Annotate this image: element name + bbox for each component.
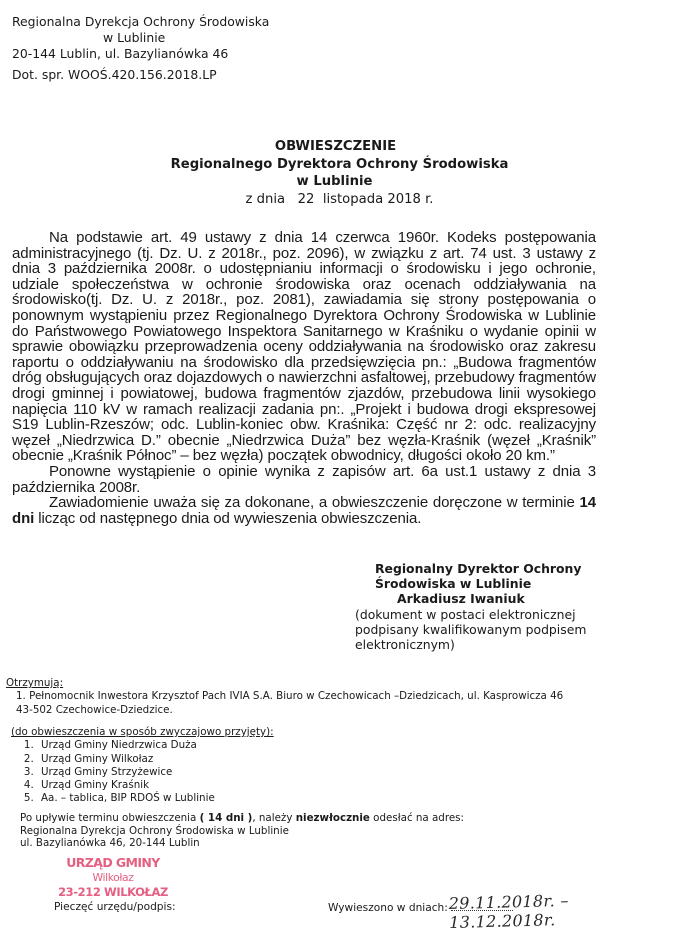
posting-list-item: 3. Urząd Gminy Strzyżewice <box>37 766 274 779</box>
posting-list-item: 4. Urząd Gminy Kraśnik <box>37 779 274 792</box>
stamp-line-1: URZĄD GMINY <box>66 855 160 870</box>
return-address-street: ul. Bazylianówka 46, 20-144 Lublin <box>20 837 200 850</box>
posted-label-text: Wywieszono w dniach: <box>328 902 448 914</box>
posting-heading: (do obwieszczenia w sposób zwyczajowo przyjęty): <box>11 726 274 738</box>
stamp-line-2: Wilkołaz <box>92 870 134 884</box>
document-title-block <box>0 138 679 208</box>
sender-address: 20-144 Lublin, ul. Bazylianówka 46 <box>12 46 229 61</box>
document-date: z dnia 22 listopada 2018 r. <box>245 191 434 207</box>
notice-text: Po upływie terminu obwieszczenia <box>20 812 200 824</box>
document-issuer: Regionalnego Dyrektora Ochrony Środowiska <box>170 156 509 172</box>
paragraph-3-text-end: licząc od następnego dnia od wywieszenia obwieszczenia. <box>34 509 422 527</box>
sender-org-name: Regionalna Dyrekcja Ochrony Środowiska <box>12 14 270 29</box>
notice-text-end: odesłać na adres: <box>369 812 465 824</box>
notice-urgency: niezwłocznie <box>295 812 370 824</box>
signatory-office: Środowiska w Lublinie <box>375 576 532 592</box>
signature-note-1: (dokument w postaci elektronicznej <box>355 606 576 622</box>
office-stamp <box>58 856 168 900</box>
sender-org-city: w Lublinie <box>103 30 166 45</box>
stamp-line-3: 23-212 WILKOŁAZ <box>58 885 168 899</box>
notice-deadline: ( 14 dni ) <box>199 812 253 824</box>
document-issuer-city: w Lublinie <box>296 174 373 189</box>
posting-list-item: 5. Aa. – tablica, BIP RDOŚ w Lublinie <box>37 792 274 805</box>
recipient-item: 1. Pełnomocnik Inwestora Krzysztof Pach IVIA S.A. Biuro w Czechowicach –Dziedzicach, ul. Kasprowicza 46 <box>16 690 564 703</box>
signatory-name: Arkadiusz Iwaniuk <box>397 591 525 607</box>
paragraph-3-text: Zawiadomienie uważa się za dokonane, a obwieszczenie doręczone w terminie <box>49 494 580 512</box>
notice-text-mid: , należy <box>252 812 296 824</box>
recipients-heading: Otrzymują: <box>6 677 64 689</box>
document-body <box>12 230 596 526</box>
body-paragraph-3 <box>12 495 596 526</box>
case-reference: Dot. spr. WOOŚ.420.156.2018.LP <box>12 67 217 82</box>
signature-note-3: elektronicznym) <box>355 637 455 653</box>
recipients-section <box>6 677 563 717</box>
posting-section <box>11 726 274 806</box>
recipient-item-address: 43-502 Czechowice-Dziedzice. <box>16 703 173 716</box>
signature-block <box>355 561 586 652</box>
return-notice <box>20 812 464 850</box>
posting-list-item: 1. Urząd Gminy Niedrzwica Duża <box>37 739 274 752</box>
return-instruction <box>20 812 464 825</box>
deadline-emphasis: 14 dni <box>12 494 596 527</box>
signature-note-2: podpisany kwalifikowanym podpisem <box>355 621 587 637</box>
document-title: OBWIESZCZENIE <box>274 139 397 154</box>
body-paragraph-2: Ponowne wystąpienie o opinie wynika z zapisów art. 6a ust.1 ustawy z dnia 3 października 2008r. <box>12 462 596 496</box>
signatory-title: Regionalny Dyrektor Ochrony <box>375 561 582 576</box>
posting-list-item: 2. Urząd Gminy Wilkołaz <box>37 753 274 766</box>
posting-list <box>11 739 274 805</box>
stamp-signature-label: Pieczęć urzędu/podpis: <box>54 901 176 913</box>
body-paragraph-1: Na podstawie art. 49 ustawy z dnia 14 czerwca 1960r. Kodeks postępowania administracyjnego (tj. Dz. U. z 2018r., poz. 2096), w związku z art. 74 ust. 3 ustawy z dnia 3 października 2008r. o udostępnianiu informacji o środowisku i jego ochronie, udziale społeczeństwa w ochronie środowiska oraz ocenach oddziaływania na środowisko(tj. Dz. U. z 2018r., poz. 2081), zawiadamia się strony postępowania o ponownym wystąpieniu przez Regionalnego Dyrektora Ochrony Środowiska w Lublinie do Państwowego Powiatowego Inspektora Sanitarnego w Kraśniku o wydanie opinii w sprawie obowiązku przeprowadzenia oceny oddziaływania na środowisko oraz zakresu raportu o oddziaływaniu na środowisko dla przedsięwzięcia pn.: „Budowa fragmentów dróg obsługujących oraz dojazdowych o nawierzchni asfaltowej, przebudowy fragmentów drogi gminnej i powiatowej, budowa fragmentów zjazdów, przebudowa linii wysokiego napięcia 110 kV w ramach realizacji zadania pn:. „Projekt i budowa drogi ekspresowej S19 Lublin-Rzeszów; odc. Lublin-koniec obw. Kraśnika: Część nr 2: odc. realizacyjny węzeł „Niedrzwica D.” obecnie „Niedrzwica Duża” bez węzła-Kraśnik (węzeł „Kraśnik” obecnie „Kraśnik Północ” – bez węzła) początek obwodnicy, długości około 20 km.” <box>12 229 596 465</box>
return-address-org: Regionalna Dyrekcja Ochrony Środowiska w Lublinie <box>20 824 289 837</box>
sender-header <box>12 14 269 62</box>
handwritten-posting-dates: 29.11.2018r. – 13.12.2018r. <box>448 890 569 932</box>
